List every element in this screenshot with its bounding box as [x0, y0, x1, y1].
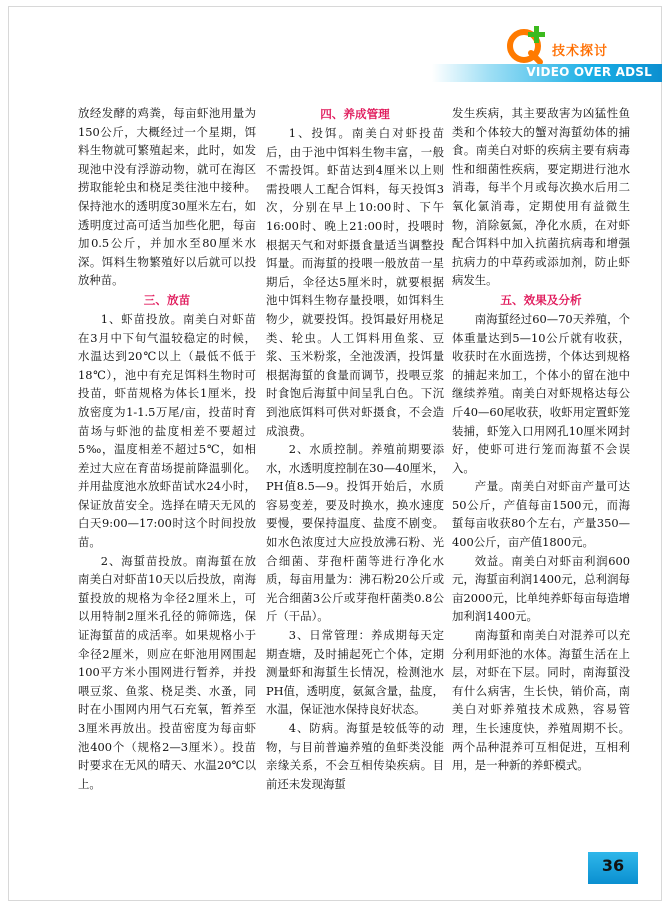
- section-heading: 三、放苗: [143, 292, 191, 307]
- page-number: 36: [601, 856, 625, 875]
- section-heading: 五、效果及分析: [500, 292, 582, 307]
- section-heading: 四、养成管理: [320, 107, 390, 121]
- paragraph: 2、海蜇苗投放。南海蜇在放南美白对虾苗10天以后投放，南海蜇投放的规格为伞径2厘米上，可以用特制2厘米孔径的筛筛选，保证海蜇苗的成活率。如果规格小于伞径2厘米，则应在虾池用网围起100平方米小围网进行暂养，并投喂豆浆、鱼浆、桡足类、水蚤，同时在小围网内用气石充氧，暂养至3厘米再放出。投苗密度为每亩虾池400个（规格2—3厘米）。投苗时要求在无风的晴天、水温20℃以上。: [78, 553, 256, 791]
- paragraph: 发生疾病，其主要敌害为凶猛性鱼类和个体较大的蟹对海蜇幼体的捕食。南美白对虾的疾病主要有病毒性和细菌性疾病，要定期进行池水消毒，每半个月或每次换水后用二氧化氯消毒，定期使用有益微生物，消除氨氮，净化水质，在对虾配合饵料中加入抗菌抗病毒和增强抗病力的中草药或添加剂，防止虾病发生。: [452, 106, 630, 288]
- paragraph: 南海蜇经过60—70天养殖，个体重量达到5—10公斤就有收获，收获时在水面选捞，个体达到规格的捕起来加工，个体小的留在池中继续养殖。南美白对虾规格达每公斤40—60尾收获，收虾用定置虾笼装捕，虾笼入口用网孔10厘米网封好，使虾可进行笼而海蜇不会误入。: [452, 311, 630, 475]
- paragraph: 3、日常管理：养成期每天定期查塘，及时捕起死亡个体，定期测量虾和海蜇生长情况，检测池水PH值，透明度，氨氮含量，盐度，水温，保证池水保持良好状态。: [266, 628, 444, 717]
- paragraph: 4、防病。海蜇是较低等的动物，与目前普遍养殖的鱼虾类没能亲缘关系，不会互相传染疾病。目前还未发现海蜇: [266, 721, 444, 791]
- banner-text: VIDEO OVER ADSL: [526, 65, 652, 79]
- section-title: 技术探讨: [552, 44, 609, 59]
- paragraph: 放经发酵的鸡粪，每亩虾池用量为150公斤，大概经过一个星期，饵料生物就可繁殖起来，此时，如发现池中没有浮游动物，就可在海区捞取能轮虫和桡足类往池中接种。保持池水的透明度30厘米左右，如透明度过高可适当加些化肥，每亩加0.5公斤，并加水至80厘米水深。饵料生物繁殖好以后就可以投放种苗。: [78, 106, 256, 288]
- header-banner: [432, 64, 662, 82]
- paragraph: 1、投饵。南美白对虾投苗后，由于池中饵料生物丰富，一般不需投饵。虾苗达到4厘米以上则需投喂人工配合饵料，每天投饵3次，分别在早上10:00时、下午16:00时、晚上21:00时，投喂时根据天气和对虾摄食量适当调整投饵量。而海蜇的投喂一般放苗一星期后，伞径达5厘米时，就要根据池中饵料生物存量投喂，如饵料生物少，就要投饵。投饵最好用桡足类、轮虫。人工饵料用鱼浆、豆浆、玉米粉浆，全池泼洒，投饵量根据海蜇的食量而调节，投喂豆浆时食饱后海蜇中间呈乳白色。下沉到池底饵料可供对虾摄食，不会造成浪费。: [266, 126, 444, 438]
- paragraph: 1、虾苗投放。南美白对虾苗在3月中下旬气温较稳定的时候，水温达到20℃以上（最低不低于18℃），池中有充足饵料生物时可投苗，虾苗规格为体长1厘米，投放密度为1-1.5万尾/亩，投苗时育苗场与虾池的盐度相差不要超过5‰，温度相差不超过5℃，如相差过大应在育苗场提前降温驯化。并用盐度池水放虾苗试水24小时，保证放苗安全。选择在晴天无风的白天9:00—17:00时这个时间投放苗。: [78, 311, 256, 550]
- page-header: [412, 22, 662, 86]
- q-plus-logo-icon: [504, 22, 550, 68]
- text-column-3: [452, 104, 630, 775]
- page-number-badge: [588, 852, 638, 884]
- paragraph: 产量。南美白对虾亩产量可达50公斤，产值每亩1500元，而海蜇每亩收获80个左右，产量350—400公斤，亩产值1800元。: [452, 479, 630, 550]
- text-column-1: [78, 104, 256, 793]
- paragraph: 南海蜇和南美白对混养可以充分利用虾池的水体。海蜇生活在上层，对虾在下层。同时，南海蜇没有什么病害，生长快，销价高，南美白对虾养殖技术成熟，容易管理，生长速度快，养殖周期不长。两个品种混养可互相促进，互相利用，是一种新的养虾模式。: [452, 628, 630, 773]
- text-column-2: [266, 104, 444, 793]
- paragraph: 效益。南美白对虾亩利润600元，海蜇亩利润1400元，总利润每亩2000元，比单纯养虾每亩每造增加利润1400元。: [452, 553, 630, 624]
- paragraph: 2、水质控制。养殖前期要添水，水透明度控制在30—40厘米，PH值8.5—9。投饵开始后，水质容易变差，要及时换水，换水速度要慢，要保持温度、盐度不剧变。如水色浓度过大应投放沸石粉、光合细菌、芽孢杆菌等进行净化水质，每亩用量为：沸石粉20公斤或光合细菌3公斤或芽孢杆菌类0.8公斤（干品）。: [266, 442, 444, 624]
